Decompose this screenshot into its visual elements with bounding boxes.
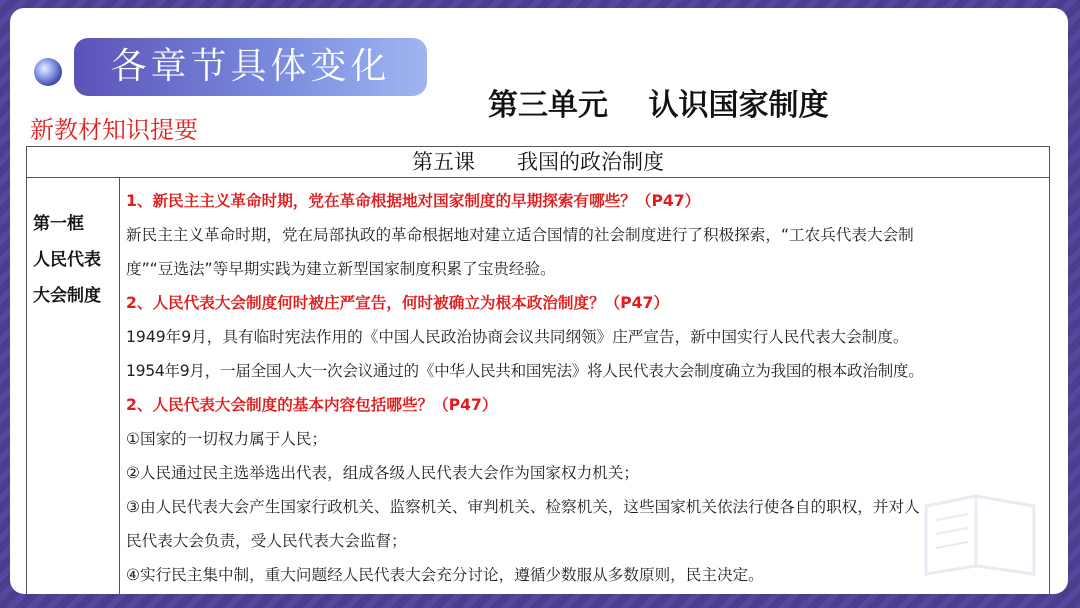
unit-title: 第三单元 认识国家制度 <box>488 88 829 123</box>
answer-line: ③由人民代表大会产生国家行政机关、监察机关、审判机关、检察机关，这些国家机关依法行使各自的职权，并对人 <box>126 498 920 516</box>
answer-line: ①国家的一切权力属于人民； <box>126 430 328 448</box>
answer-line: 新民主主义革命时期，党在局部执政的革命根据地对建立适合国情的社会制度进行了积极探索，“工农兵代表大会制 <box>126 226 914 244</box>
lesson-title: 第五课 我国的政治制度 <box>27 147 1050 178</box>
frame-label-line: 第一框 <box>33 214 84 234</box>
content-table <box>26 146 1050 594</box>
answer-line: ②人民通过民主选举选出代表，组成各级人民代表大会作为国家权力机关； <box>126 464 639 482</box>
answer-line: ④实行民主集中制，重大问题经人民代表大会充分讨论，遵循少数服从多数原则，民主决定。 <box>126 566 764 584</box>
book-outline-icon <box>916 486 1046 576</box>
answer-line: 民代表大会负责，受人民代表大会监督； <box>126 532 407 550</box>
slide <box>10 8 1068 594</box>
frame-label <box>27 178 120 595</box>
section-title-banner: 各章节具体变化 <box>74 38 427 96</box>
frame-label-line: 大会制度 <box>33 286 101 306</box>
answer-line: 1949年9月，具有临时宪法作用的《中国人民政治协商会议共同纲领》庄严宣告，新中国实行人民代表大会制度。 <box>126 328 909 346</box>
question-3: 2、人民代表大会制度的基本内容包括哪些？（P47） <box>126 396 498 414</box>
subtitle: 新教材知识提要 <box>30 116 198 144</box>
question-1: 1、新民主主义革命时期，党在革命根据地对国家制度的早期探索有哪些？（P47） <box>126 192 701 210</box>
answer-line: 1954年9月，一届全国人大一次会议通过的《中华人民共和国宪法》将人民代表大会制度确立为我国的根本政治制度。 <box>126 362 924 380</box>
decorative-dot-icon <box>34 58 62 86</box>
question-2: 2、人民代表大会制度何时被庄严宣告，何时被确立为根本政治制度？（P47） <box>126 294 669 312</box>
frame-label-line: 人民代表 <box>33 250 101 270</box>
answer-line: 度”“豆选法”等早期实践为建立新型国家制度积累了宝贵经验。 <box>126 260 556 278</box>
content-body <box>120 178 1050 595</box>
